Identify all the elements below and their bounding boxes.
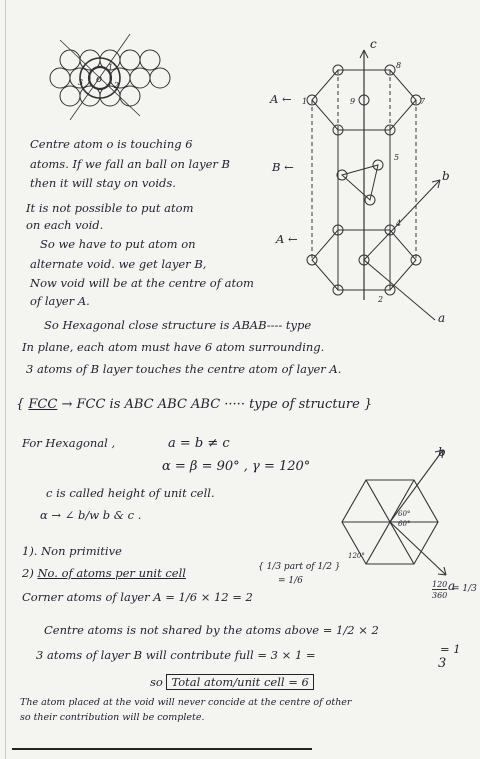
angle-60-2: 60° [398, 520, 411, 528]
angle-120: 120° [348, 552, 365, 560]
fraction-note: { 1/3 part of 1/2 } [258, 562, 341, 572]
close-packing-sketch [40, 30, 180, 130]
angle-60-1: 60° [398, 510, 411, 518]
corner-atoms-line: Corner atoms of layer A = 1/6 × 12 = 2 [22, 590, 253, 604]
note-line-7: alternate void. we get layer B, [30, 257, 207, 271]
so-word: so [150, 675, 163, 689]
note-line-10: So Hexagonal close structure is ABAB---- type [44, 318, 312, 332]
footer-line-2: so their contribution will be complete. [20, 712, 205, 723]
point-1: 1). Non primitive [22, 544, 122, 558]
layer-b-contribution-line: 3 atoms of layer B will contribute full = 3 × 1 = [36, 648, 316, 662]
hex-label: For Hexagonal , [22, 436, 116, 450]
layer-a-bottom-label: A ← [276, 232, 298, 246]
fraction-note-2: = 1/6 [278, 576, 303, 586]
atom-num-8: 8 [396, 61, 402, 70]
label-o: o [96, 74, 103, 85]
note-line-6: So we have to put atom on [40, 237, 196, 251]
note-line-5: on each void. [26, 218, 104, 232]
fcc-label: FCC [28, 397, 58, 412]
a-vector-label-2: a [448, 579, 456, 593]
ratio-denominator: 360 [432, 591, 448, 600]
ratio-value: = 1/3 [452, 584, 477, 594]
atom-num-1: 1 [302, 97, 308, 106]
label-3: 3 [78, 78, 84, 87]
height-line: c is called height of unit cell. [46, 486, 215, 500]
layer-a-top-label: A ← [270, 92, 292, 106]
total-atoms-line [150, 675, 314, 689]
footer-line-1: The atom placed at the void will never concide at the centre of other [20, 697, 352, 708]
layer-b-label: B ← [272, 160, 294, 174]
note-line-2: atoms. If we fall an ball on layer B [30, 157, 230, 171]
note-line-8: Now void will be at the centre of atom [30, 276, 254, 290]
note-line-1: Centre atom o is touching 6 [30, 137, 193, 151]
centre-atoms-line: Centre atoms is not shared by the atoms above = 1/2 × 2 [44, 623, 379, 637]
centre-atoms-value: = 1 [440, 642, 461, 656]
label-2: 2 [114, 81, 120, 90]
alpha-line: α → ∠ b/w b & c . [40, 508, 142, 522]
note-line-9: of layer A. [30, 294, 90, 308]
ratio-numerator: 120 [432, 580, 448, 589]
fcc-line: { FCC → FCC is ABC ABC ABC ····· type of structure } [16, 397, 373, 412]
hcp-structure-diagram [270, 30, 470, 330]
margin-line [5, 0, 6, 759]
label-1: 1 [108, 63, 114, 72]
atom-num-4: 4 [396, 219, 402, 228]
atom-num-2: 2 [378, 295, 384, 304]
a-vector-label: a [438, 311, 446, 325]
b-vector-label: b [442, 169, 450, 183]
note-line-12: 3 atoms of B layer touches the centre atom of layer A. [26, 362, 342, 376]
atom-num-5: 5 [394, 153, 400, 162]
total-atoms-box: Total atom/unit cell = 6 [166, 674, 313, 690]
point-2-text: No. of atoms per unit cell [37, 566, 186, 580]
atom-num-9: 9 [350, 97, 356, 106]
bottom-rule [12, 748, 312, 750]
atom-num-7: 7 [420, 97, 426, 106]
note-line-11: In plane, each atom must have 6 atom surrounding. [22, 340, 325, 354]
point-2: 2) No. of atoms per unit cell [22, 566, 186, 580]
c-vector-label: c [370, 37, 377, 51]
layer-b-contribution-value: 3 [438, 656, 447, 671]
b-vector-label-2: b [438, 445, 446, 459]
note-line-4: It is not possible to put atom [26, 201, 194, 215]
hex-relation-2: α = β = 90° , γ = 120° [162, 459, 311, 474]
note-line-3: then it will stay on voids. [30, 176, 176, 190]
hex-relation-1: a = b ≠ c [168, 436, 230, 451]
